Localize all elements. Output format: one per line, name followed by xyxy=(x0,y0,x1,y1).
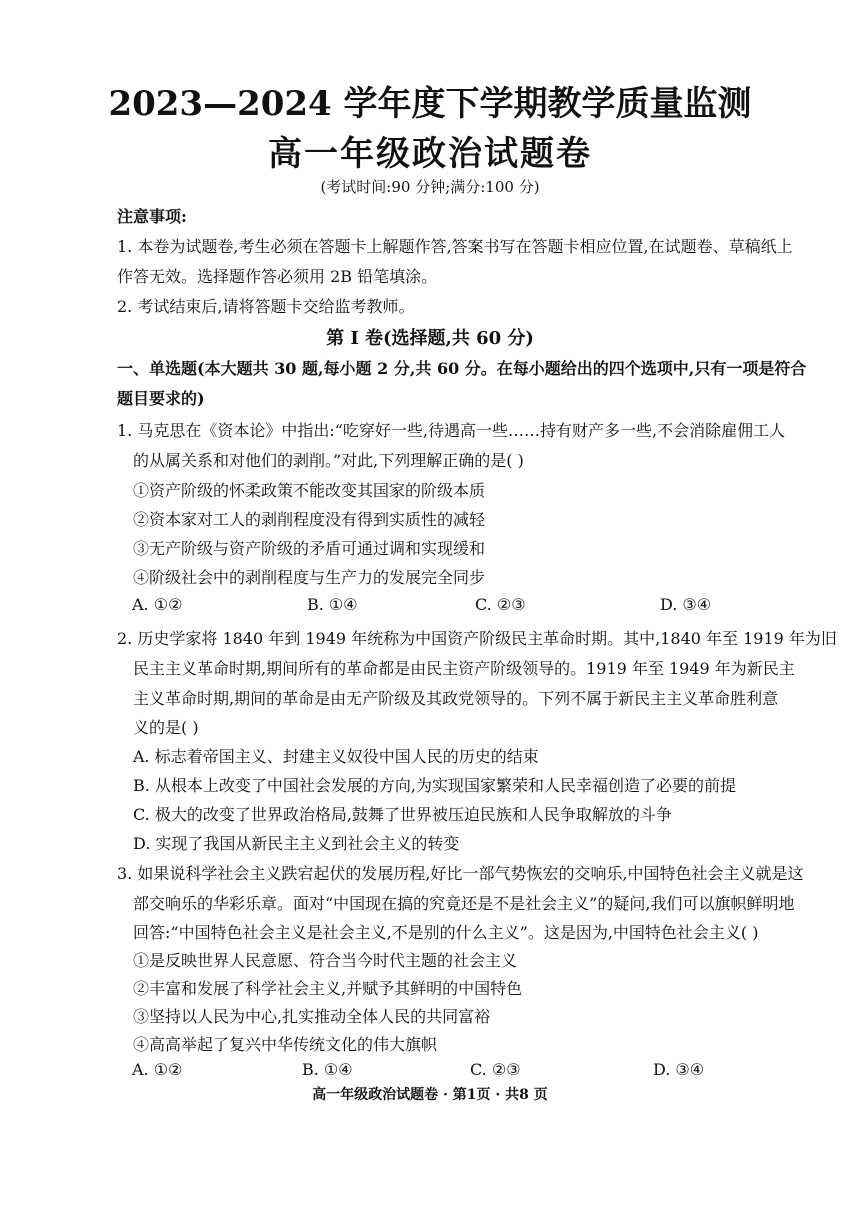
q1-statement-3: ③无产阶级与资产阶级的矛盾可通过调和实现缓和 xyxy=(133,539,486,558)
q2-option-d: D. 实现了我国从新民主主义到社会主义的转变 xyxy=(133,834,460,853)
q3-option-a: A. ①② xyxy=(132,1060,183,1079)
q3-option-c: C. ②③ xyxy=(470,1060,521,1079)
q2-stem-line4: 义的是( ) xyxy=(133,718,199,737)
exam-title-line2: 高一年级政治试题卷 xyxy=(268,134,592,174)
section-instruction-line2: 题目要求的) xyxy=(117,389,205,408)
q3-statement-2: ②丰富和发展了科学社会主义,并赋予其鲜明的中国特色 xyxy=(133,979,523,998)
q2-stem-line3: 主义革命时期,期间的革命是由无产阶级及其政党领导的。下列不属于新民主主义革命胜利意 xyxy=(133,689,779,708)
q1-option-c: C. ②③ xyxy=(475,595,526,614)
section-title: 第 I 卷(选择题,共 60 分) xyxy=(326,328,534,349)
q1-stem-line1: 1. 马克思在《资本论》中指出:“吃穿好一些,待遇高一些……持有财产多一些,不会消除雇佣工人 xyxy=(117,421,786,440)
q2-stem-line1: 2. 历史学家将 1840 年到 1949 年统称为中国资产阶级民主革命时期。其中,1840 年至 1919 年为旧 xyxy=(117,629,837,648)
note-item-2: 2. 考试结束后,请将答题卡交给监考教师。 xyxy=(117,297,415,316)
exam-info: (考试时间:90 分钟;满分:100 分) xyxy=(320,178,540,196)
exam-title-line1: 2023—2024 学年度下学期教学质量监测 xyxy=(108,84,752,124)
q1-option-b: B. ①④ xyxy=(307,595,358,614)
note-item-1-line2: 作答无效。选择题作答必须用 2B 铅笔填涂。 xyxy=(117,267,438,286)
q3-statement-4: ④高高举起了复兴中华传统文化的伟大旗帜 xyxy=(133,1035,438,1054)
q3-statement-3: ③坚持以人民为中心,扎实推动全体人民的共同富裕 xyxy=(133,1007,491,1026)
q1-option-a: A. ①② xyxy=(132,595,183,614)
q3-stem-line1: 3. 如果说科学社会主义跌宕起伏的发展历程,好比一部气势恢宏的交响乐,中国特色社会主义就是这 xyxy=(117,864,804,883)
q3-statement-1: ①是反映世界人民意愿、符合当今时代主题的社会主义 xyxy=(133,951,518,970)
q3-option-d: D. ③④ xyxy=(653,1060,705,1079)
q1-option-d: D. ③④ xyxy=(660,595,712,614)
q1-stem-line2: 的从属关系和对他们的剥削。”对此,下列理解正确的是( ) xyxy=(133,451,524,470)
q2-option-a: A. 标志着帝国主义、封建主义奴役中国人民的历史的结束 xyxy=(133,747,539,766)
q1-statement-2: ②资本家对工人的剥削程度没有得到实质性的减轻 xyxy=(133,510,486,529)
notes-heading: 注意事项: xyxy=(117,207,187,226)
q2-option-b: B. 从根本上改变了中国社会发展的方向,为实现国家繁荣和人民幸福创造了必要的前提 xyxy=(133,776,737,795)
page-footer: 高一年级政治试题卷 · 第1页 · 共8 页 xyxy=(312,1087,548,1103)
note-item-1-line1: 1. 本卷为试题卷,考生必须在答题卡上解题作答,答案书写在答题卡相应位置,在试题卷、草稿纸上 xyxy=(117,237,793,256)
q3-stem-line2: 部交响乐的华彩乐章。面对“中国现在搞的究竟还是不是社会主义”的疑问,我们可以旗帜鲜明地 xyxy=(133,894,795,913)
q2-option-c: C. 极大的改变了世界政治格局,鼓舞了世界被压迫民族和人民争取解放的斗争 xyxy=(133,805,672,824)
q2-stem-line2: 民主主义革命时期,期间所有的革命都是由民主资产阶级领导的。1919 年至 1949 年为新民主 xyxy=(133,659,795,678)
q3-stem-line3: 回答:“中国特色社会主义是社会主义,不是别的什么主义”。这是因为,中国特色社会主义( ) xyxy=(133,923,759,942)
section-instruction-line1: 一、单选题(本大题共 30 题,每小题 2 分,共 60 分。在每小题给出的四个选项中,只有一项是符合 xyxy=(117,359,807,378)
q3-option-b: B. ①④ xyxy=(302,1060,353,1079)
q1-statement-4: ④阶级社会中的剥削程度与生产力的发展完全同步 xyxy=(133,568,486,587)
q1-statement-1: ①资产阶级的怀柔政策不能改变其国家的阶级本质 xyxy=(133,481,486,500)
